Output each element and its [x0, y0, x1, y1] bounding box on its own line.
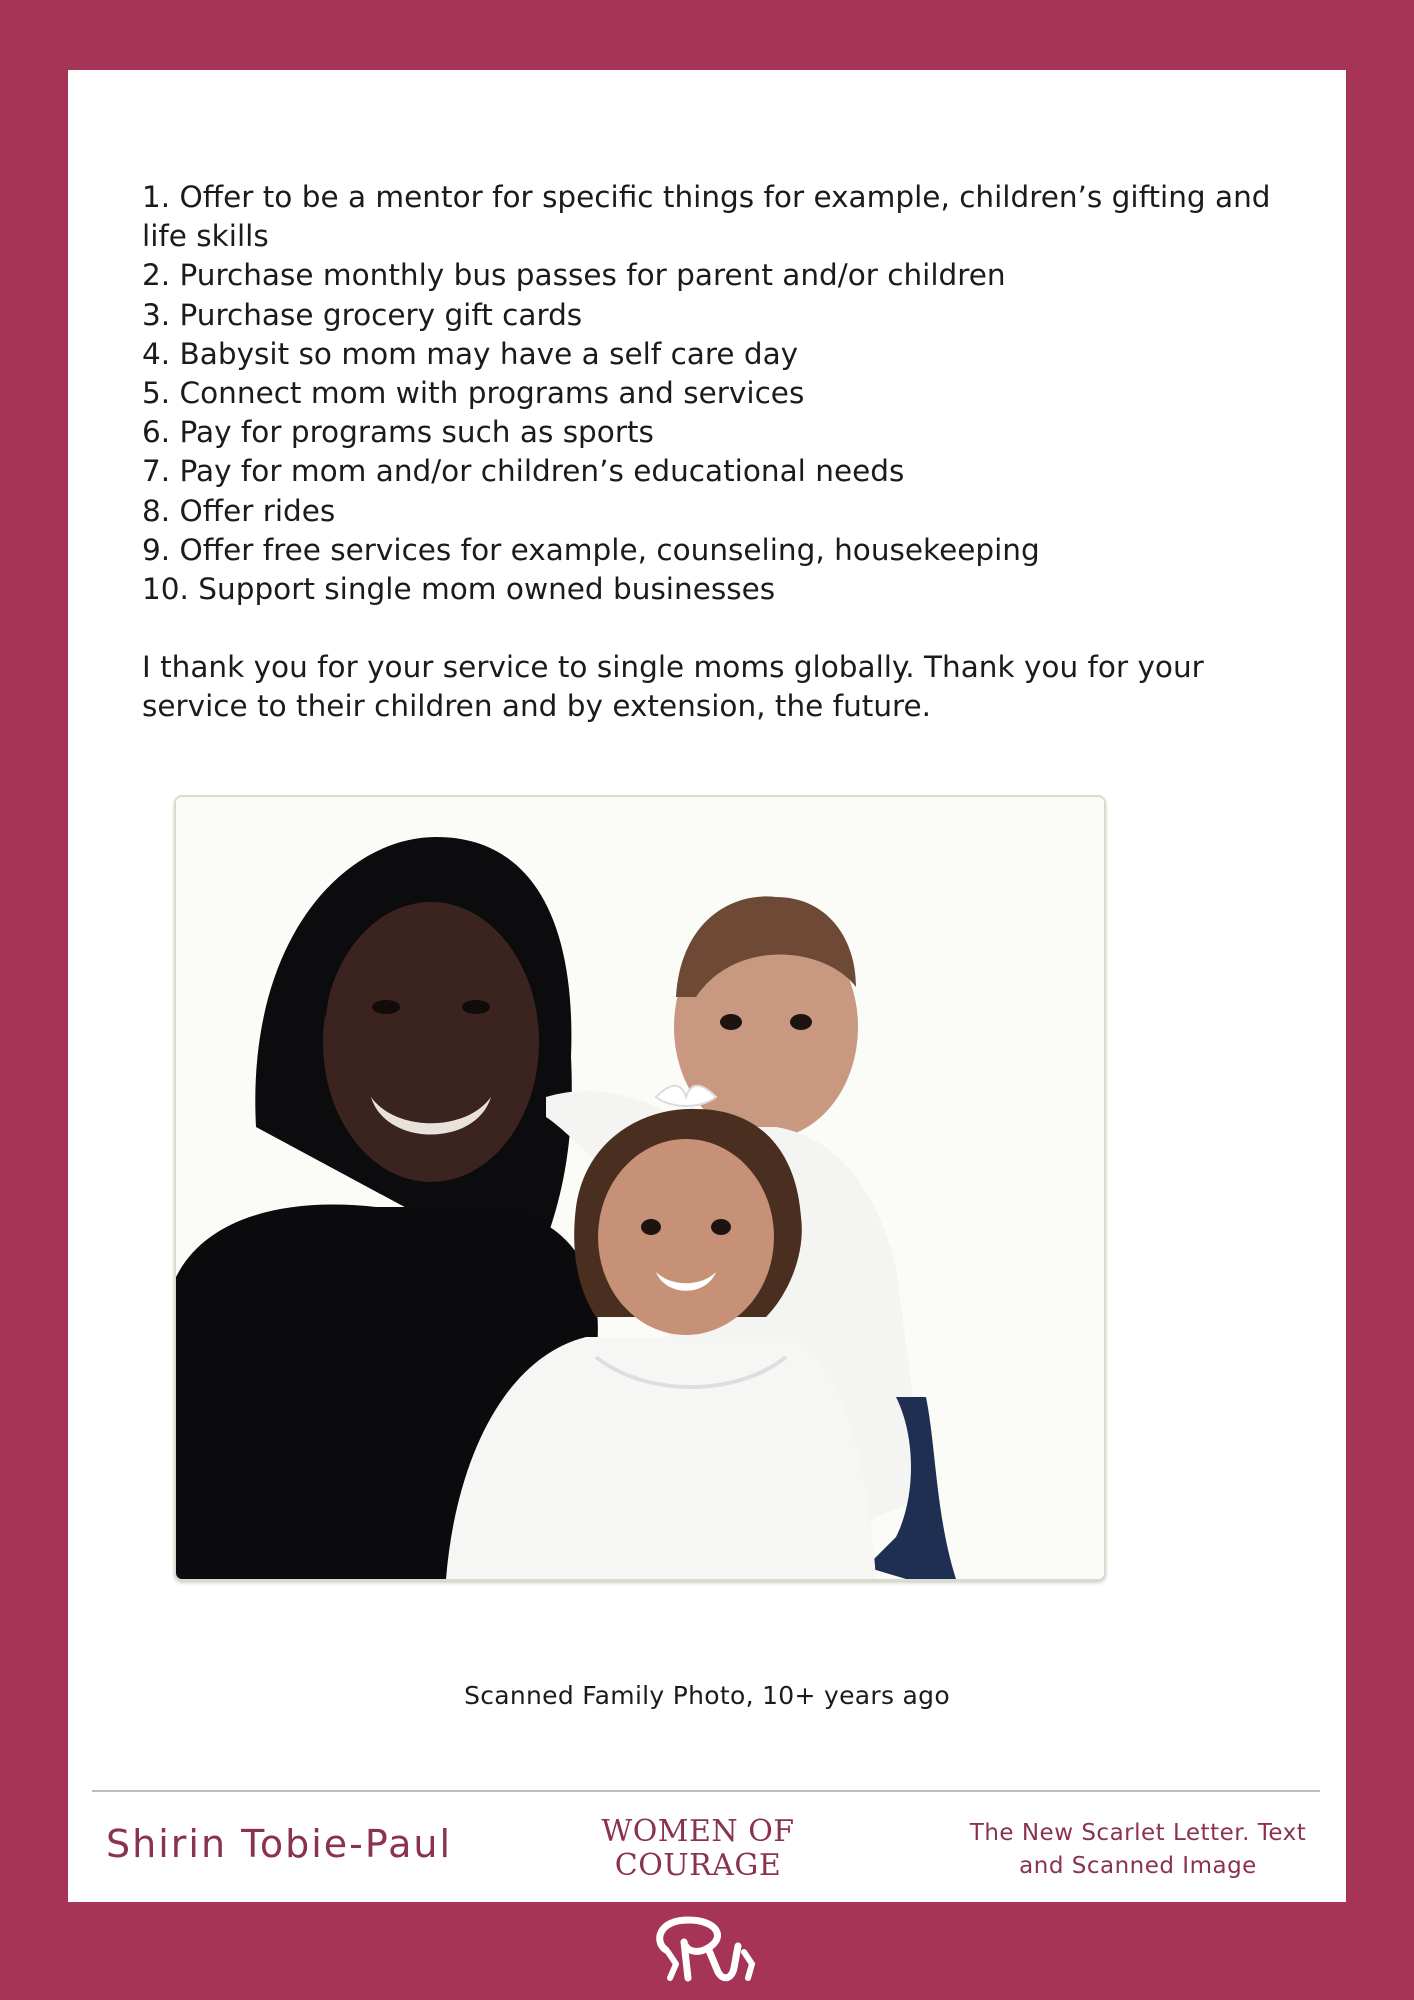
- brand-line-1: WOMEN OF: [601, 1814, 795, 1849]
- list-item: 2. Purchase monthly bus passes for parent and/or children: [142, 258, 1006, 293]
- photo-caption: Scanned Family Photo, 10+ years ago: [464, 1681, 950, 1710]
- list-item: 9. Offer free services for example, counseling, housekeeping: [142, 532, 1040, 567]
- list-item: 4. Babysit so mom may have a self care day: [142, 336, 799, 371]
- series-title: The New Scarlet Letter. Text and Scanned Image: [969, 1820, 1307, 1879]
- family-photo-illustration: [176, 797, 1104, 1579]
- list-item: 10. Support single mom owned businesses: [142, 572, 776, 607]
- list-item: 1. Offer to be a mentor for specific things for example, children’s gifting and life skills: [142, 180, 1271, 254]
- brand-line-2: COURAGE: [614, 1848, 782, 1883]
- list-item: 5. Connect mom with programs and services: [142, 376, 805, 411]
- list-item: 7. Pay for mom and/or children’s educational needs: [142, 454, 905, 489]
- list-item: 6. Pay for programs such as sports: [142, 415, 654, 450]
- author-name: Shirin Tobie-Paul: [106, 1822, 453, 1866]
- list-item: 8. Offer rides: [142, 493, 336, 528]
- list-item: 3. Purchase grocery gift cards: [142, 297, 583, 332]
- closing-paragraph: I thank you for your service to single moms globally. Thank you for your service to their children and by extension, the future.: [142, 650, 1204, 724]
- brand-title: [548, 1815, 848, 1883]
- family-photo: [174, 795, 1106, 1581]
- logo-icon: [648, 1912, 766, 1988]
- footer-divider: [92, 1790, 1320, 1792]
- suggestion-list: [142, 178, 1292, 609]
